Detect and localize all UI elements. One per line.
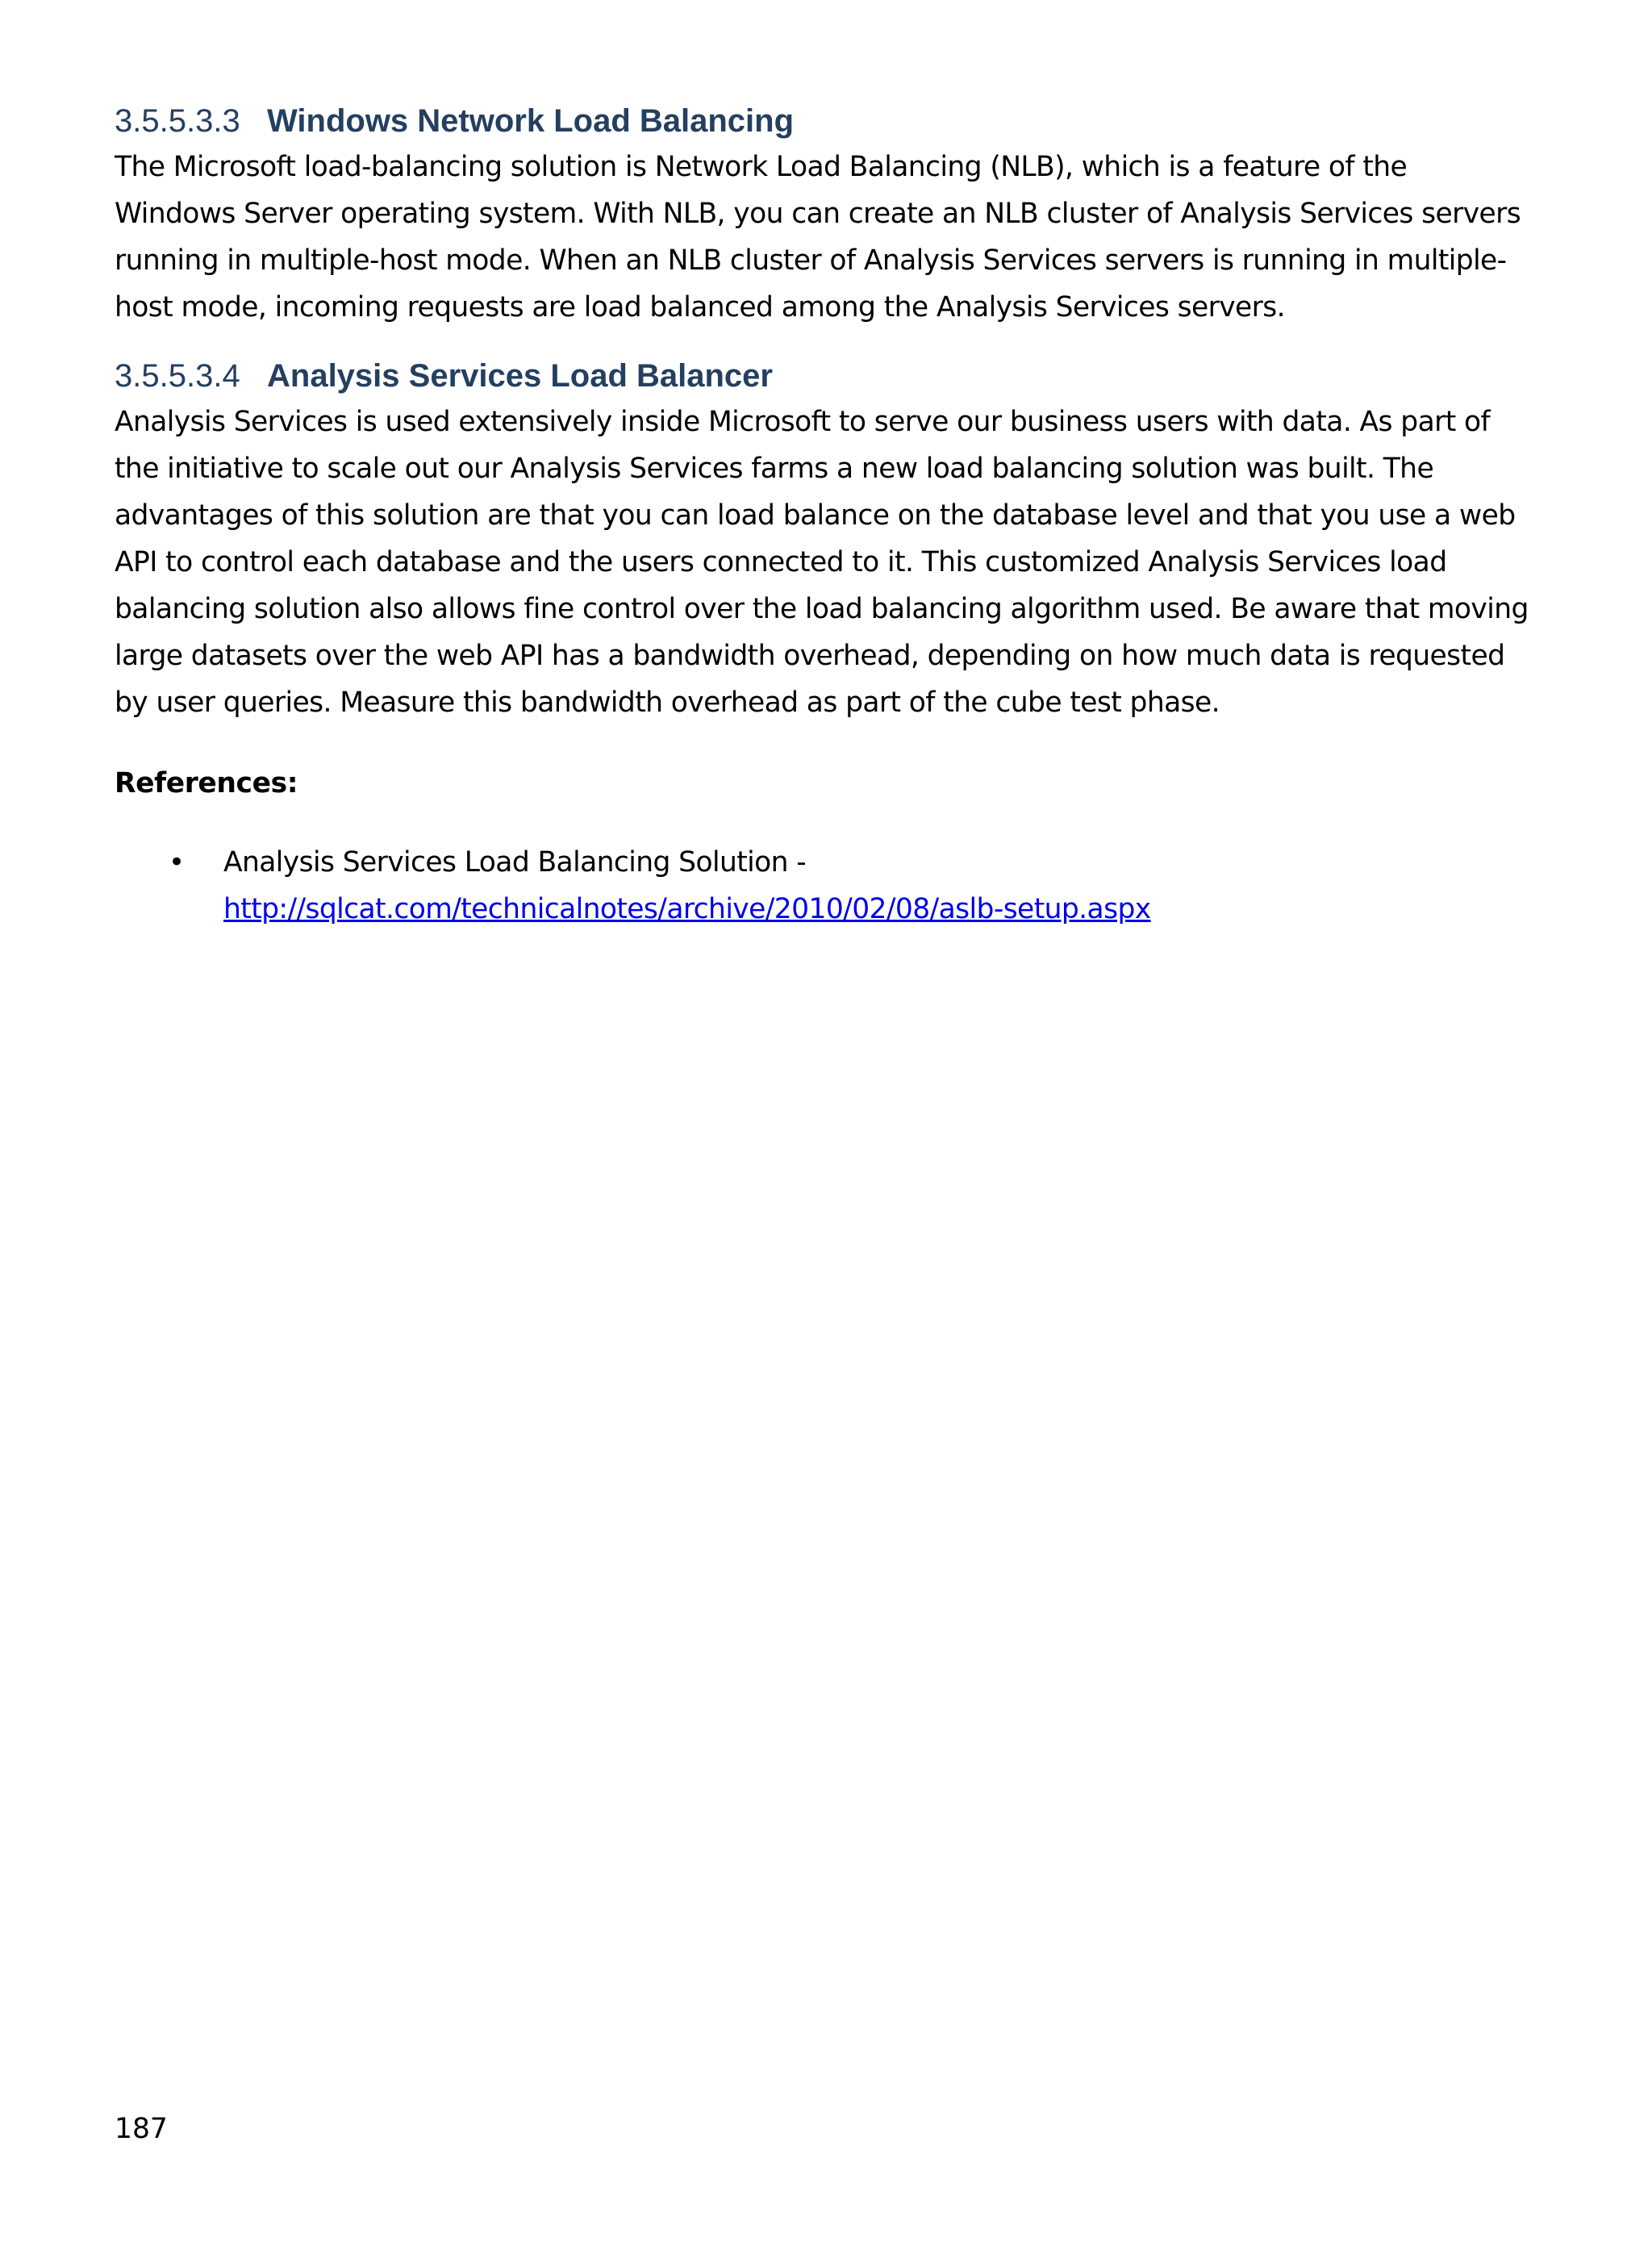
bullet-icon: • <box>169 846 185 879</box>
section-body <box>115 399 1541 726</box>
body-line: host mode, incoming requests are load balanced among the Analysis Services servers. <box>115 291 1285 323</box>
page-number: 187 <box>115 2113 168 2145</box>
body-line: Analysis Services is used extensively inside Microsoft to serve our business users with data. As part of <box>115 406 1491 438</box>
section-heading <box>115 98 1541 144</box>
body-line: advantages of this solution are that you can load balance on the database level and that you use a web <box>115 499 1516 532</box>
references-label: References: <box>115 767 298 799</box>
section-number: 3.5.5.3.4 <box>115 358 240 394</box>
section-title: Windows Network Load Balancing <box>267 103 795 139</box>
document-page <box>115 98 1541 933</box>
body-line: The Microsoft load-balancing solution is Network Load Balancing (NLB), which is a feature of the <box>115 151 1408 183</box>
section-windows-nlb <box>115 98 1541 331</box>
section-heading <box>115 353 1541 399</box>
section-as-load-balancer <box>115 353 1541 726</box>
body-line: by user queries. Measure this bandwidth overhead as part of the cube test phase. <box>115 687 1220 719</box>
reference-text: Analysis Services Load Balancing Solution - <box>223 846 807 879</box>
body-line: Windows Server operating system. With NLB, you can create an NLB cluster of Analysis Services servers <box>115 198 1521 230</box>
body-line: API to control each database and the users connected to it. This customized Analysis Services load <box>115 546 1447 578</box>
body-line: running in multiple-host mode. When an NLB cluster of Analysis Services servers is running in multiple- <box>115 244 1507 277</box>
section-number: 3.5.5.3.3 <box>115 103 240 139</box>
body-line: balancing solution also allows fine control over the load balancing algorithm used. Be aware that moving <box>115 593 1529 625</box>
section-body <box>115 144 1541 331</box>
reference-link[interactable]: http://sqlcat.com/technicalnotes/archive/2010/02/08/aslb-setup.aspx <box>223 893 1151 925</box>
references-list <box>115 839 1541 933</box>
list-item <box>115 839 1541 933</box>
section-title: Analysis Services Load Balancer <box>267 358 773 394</box>
body-line: large datasets over the web API has a bandwidth overhead, depending on how much data is requested <box>115 640 1505 672</box>
body-line: the initiative to scale out our Analysis Services farms a new load balancing solution was built. The <box>115 453 1434 485</box>
